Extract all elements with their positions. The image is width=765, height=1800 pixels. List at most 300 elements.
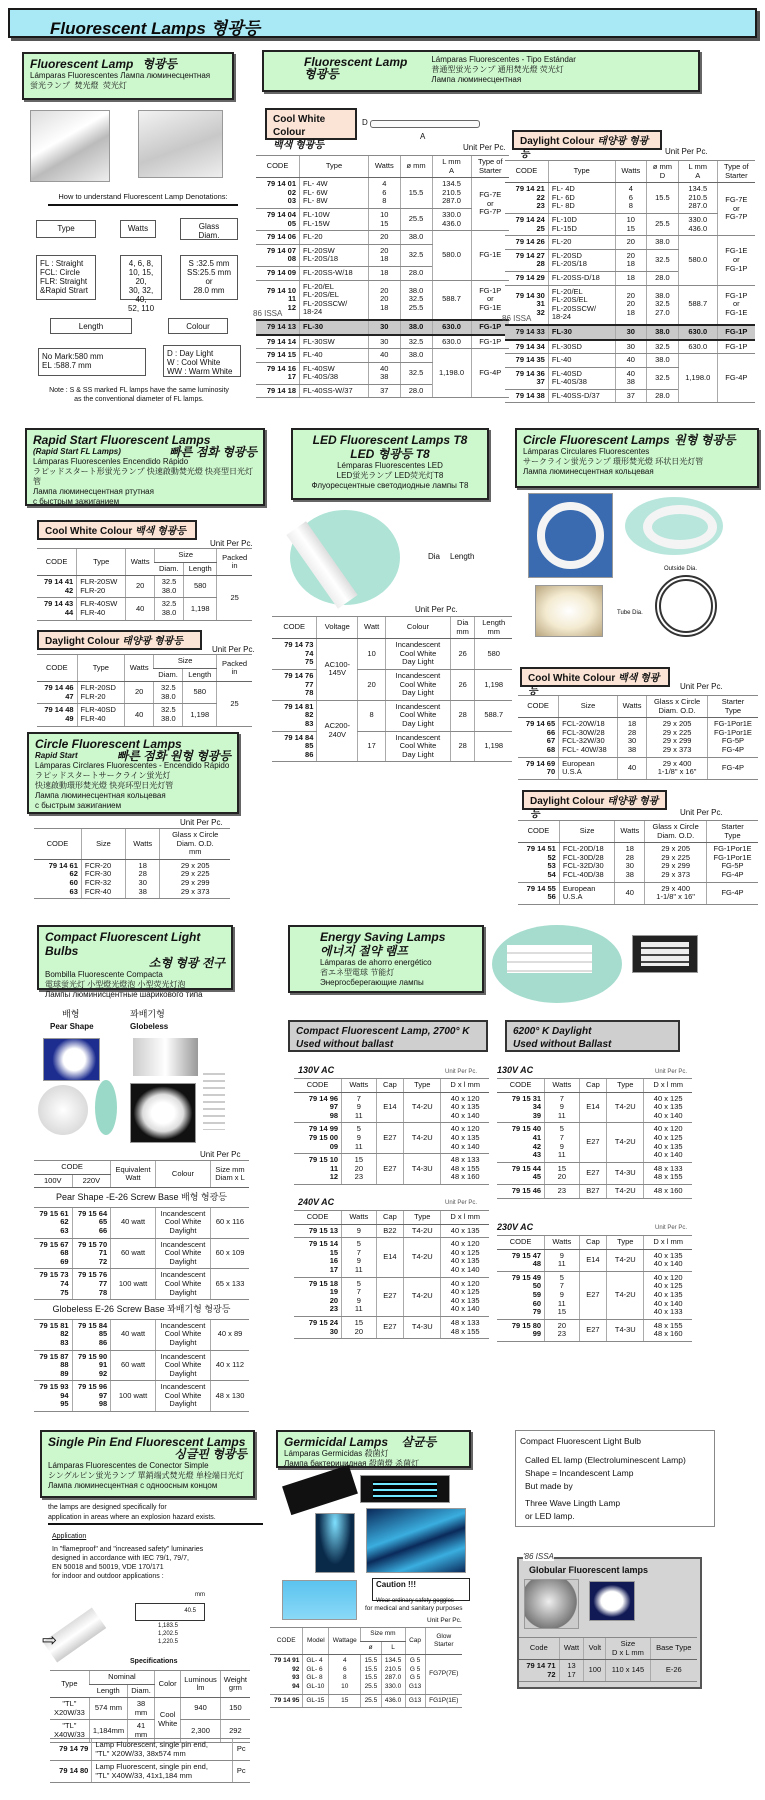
table-cell: 32.5 bbox=[400, 362, 432, 384]
table-cell: 25.5 bbox=[361, 1694, 381, 1708]
table-cell: 48 x 130 bbox=[210, 1381, 249, 1412]
table-cell: 20 bbox=[358, 669, 386, 700]
table-cell: 38.0 32.5 25.5 bbox=[400, 280, 432, 320]
unit-label: Unit Per Pc. bbox=[445, 1200, 478, 1206]
voltage-label: 130V AC bbox=[298, 1065, 335, 1075]
table-cell: FCR-20 FCR-30 FCR-32 FCR-40 bbox=[81, 859, 125, 898]
title-es: Lámparas Fluorescentes bbox=[30, 71, 119, 80]
fluorescent-tube-photo bbox=[30, 110, 110, 182]
table-row bbox=[37, 682, 252, 704]
table-row bbox=[34, 1269, 249, 1300]
table-cell: T4-2U bbox=[607, 1184, 644, 1198]
table-row bbox=[505, 340, 755, 354]
column-header: CODE bbox=[518, 821, 559, 843]
table-cell: 79 14 21 22 23 bbox=[505, 183, 548, 214]
tag-ko: 태양광 형광등 bbox=[520, 136, 649, 160]
table-cell: GL-15 bbox=[303, 1694, 329, 1708]
table-cell: FL-40 bbox=[548, 354, 615, 368]
spiral-bulb-photo bbox=[130, 1083, 196, 1143]
globular-box bbox=[517, 1552, 702, 1689]
column-header: CODE bbox=[34, 829, 81, 860]
table-cell: 1,198 bbox=[475, 731, 512, 762]
column-header: Glow Starter bbox=[425, 1628, 462, 1655]
table-cell: 29 x 400 1-1/8" x 16" bbox=[647, 757, 708, 779]
column-header: Type bbox=[607, 1236, 644, 1250]
table-cell: 40 bbox=[126, 598, 155, 620]
unit-label: Unit Per Pc. bbox=[415, 605, 458, 614]
tag-label: Cool White Colour bbox=[528, 673, 616, 684]
column-header: Length bbox=[89, 1684, 127, 1698]
column-header: Packed in bbox=[217, 549, 252, 576]
table-cell: FG-1P bbox=[471, 335, 509, 349]
tag-label: Cool White Colour bbox=[45, 526, 133, 537]
table-cell: FG-4P bbox=[707, 757, 758, 779]
table-cell: T4-2U bbox=[607, 1092, 644, 1123]
table-cell: G13 bbox=[405, 1694, 425, 1708]
title: Fluorescent Lamp bbox=[30, 57, 134, 71]
table-cell: 574 mm bbox=[89, 1698, 127, 1720]
table-cell: 79 14 81 82 83 bbox=[272, 700, 317, 731]
title: Fluorescent Lamp bbox=[304, 55, 408, 69]
table-cell: 60 watt bbox=[111, 1238, 156, 1269]
column-header: CODE bbox=[505, 161, 548, 183]
table-cell: 79 15 96 97 98 bbox=[72, 1381, 111, 1412]
box-line1: Compact Fluorescent Lamp, 2700° K bbox=[296, 1026, 470, 1037]
table-cell: 37 bbox=[615, 389, 646, 403]
table-cell: 48 x 133 48 x 155 48 x 160 bbox=[441, 1154, 489, 1185]
tag-label: Daylight Colour bbox=[45, 636, 120, 647]
table-cell: 7 9 11 bbox=[342, 1092, 377, 1123]
title-es: Lámparas Circulares Fluorescentes bbox=[523, 447, 650, 456]
table-cell: 79 14 95 bbox=[270, 1694, 303, 1708]
table-cell: 79 15 76 77 78 bbox=[72, 1269, 111, 1300]
table-cell: 79 15 84 85 86 bbox=[72, 1319, 111, 1350]
table-cell: 79 14 61 62 60 63 bbox=[34, 859, 81, 898]
germicidal-lamps-photo bbox=[366, 1508, 466, 1573]
title: Rapid Start Fluorescent Lamps bbox=[33, 433, 211, 447]
header-row bbox=[37, 549, 252, 563]
cool-white-tag bbox=[37, 520, 197, 540]
table-cell: 38.0 bbox=[647, 325, 679, 340]
germicidal-table bbox=[270, 1627, 462, 1708]
table-cell: 79 14 24 25 bbox=[505, 213, 548, 235]
table-cell: 79 14 07 08 bbox=[256, 244, 300, 266]
table-row bbox=[34, 1238, 249, 1269]
table-cell: GL- 4 GL- 6 GL- 8 GL-10 bbox=[303, 1655, 329, 1694]
tube-dimension-drawing bbox=[370, 120, 480, 128]
table-cell: 38.0 bbox=[400, 349, 432, 363]
table-cell: 79 14 43 44 bbox=[37, 598, 77, 620]
table-row bbox=[497, 1249, 692, 1271]
table-cell: 630.0 bbox=[432, 335, 471, 349]
table-row bbox=[34, 1381, 249, 1412]
table-row bbox=[505, 183, 755, 214]
table-cell: FL-10D FL-15D bbox=[548, 213, 615, 235]
table-cell: 65 x 133 bbox=[210, 1269, 249, 1300]
issa-note: 86 ISSA bbox=[502, 314, 532, 323]
column-header: Wattage bbox=[329, 1628, 361, 1655]
column-header: Watt bbox=[559, 1638, 584, 1660]
table-cell: "TL" X40W/33 bbox=[50, 1720, 89, 1742]
column-header: D x l mm bbox=[441, 1211, 489, 1225]
rapid-daylight-table bbox=[37, 654, 252, 727]
voltage-label: 240V AC bbox=[298, 1197, 335, 1207]
table-cell: 40 x 120 40 x 125 40 x 135 40 x 140 40 x 133 bbox=[644, 1271, 692, 1319]
title-ko: LED 형광등 T8 bbox=[350, 447, 430, 461]
table-row bbox=[272, 700, 512, 731]
table-cell: T4-3U bbox=[607, 1319, 644, 1341]
title-ru: Флуоресцентные светодиодные лампы T8 bbox=[311, 481, 469, 490]
energy-230v-table bbox=[497, 1235, 692, 1342]
header-row bbox=[272, 617, 512, 639]
title-ru: Лампа люминесцентная с одноосным концом bbox=[48, 1481, 218, 1490]
table-cell: G 5 G 5 G 5 G13 bbox=[405, 1655, 425, 1694]
application-heading: Application bbox=[52, 1533, 87, 1540]
table-cell: FG-4P bbox=[471, 349, 509, 398]
rapid-cool-white-table bbox=[37, 548, 252, 621]
table-cell: FL- 4D FL- 6D FL- 8D bbox=[548, 183, 615, 214]
table-cell: FG-7E or FG-7P bbox=[717, 183, 755, 236]
page-banner bbox=[8, 8, 757, 38]
table-cell: 292 bbox=[220, 1720, 250, 1742]
table-cell: 32.5 bbox=[647, 367, 679, 389]
table-row bbox=[272, 731, 512, 762]
pear-bulb-photo bbox=[43, 1038, 100, 1081]
table-cell: 79 15 61 62 63 bbox=[34, 1207, 72, 1238]
table-cell: Cool White bbox=[155, 1698, 181, 1742]
column-header: Watts bbox=[126, 829, 160, 860]
column-header: Diam. bbox=[155, 562, 184, 576]
column-header: Watts bbox=[342, 1211, 377, 1225]
table-cell: 4 6 8 bbox=[369, 178, 401, 209]
table-cell: 25.5 bbox=[400, 208, 432, 230]
table-cell: 2,300 bbox=[181, 1720, 221, 1742]
note-line: But made by bbox=[525, 1481, 573, 1491]
globular-title: Globular Fluorescent lamps bbox=[529, 1565, 649, 1575]
column-header: Size mm bbox=[361, 1628, 405, 1642]
box-line1: 6200° K Daylight bbox=[513, 1026, 592, 1037]
table-cell: 79 14 99 79 15 00 09 bbox=[294, 1123, 342, 1154]
column-header: Type bbox=[548, 161, 615, 183]
table-cell: 10 bbox=[358, 639, 386, 670]
title: Germicidal Lamps bbox=[284, 1435, 389, 1449]
colour-label: Colour bbox=[168, 318, 228, 334]
column-header: CODE bbox=[294, 1079, 342, 1093]
table-cell: 79 15 10 11 12 bbox=[294, 1154, 342, 1185]
table-cell: FL-40SS-W/37 bbox=[300, 384, 369, 398]
header-row bbox=[34, 1161, 249, 1175]
table-cell: 30 bbox=[369, 335, 401, 349]
table-cell: 48 x 133 48 x 155 bbox=[644, 1162, 692, 1184]
table-cell: Pear Shape -E-26 Screw Base 배형 형광등 bbox=[34, 1188, 249, 1208]
table-cell: T4-3U bbox=[404, 1154, 441, 1185]
table-cell: Lamp Fluorescent, single pin end, "TL" X20W/33, 38x574 mm bbox=[92, 1739, 232, 1761]
table-cell: 10 15 bbox=[369, 208, 401, 230]
column-header: Type bbox=[404, 1079, 441, 1093]
table-cell: 40 x 125 40 x 135 40 x 140 bbox=[644, 1092, 692, 1123]
table-cell: 26 bbox=[450, 669, 475, 700]
column-header: Cap bbox=[376, 1211, 404, 1225]
title-ko: 형광등 bbox=[304, 67, 339, 81]
note-line: Shape = Incandescent Lamp bbox=[525, 1468, 634, 1478]
column-header: Cap bbox=[405, 1628, 425, 1655]
table-row bbox=[34, 1319, 249, 1350]
energy-130v-table bbox=[294, 1078, 489, 1185]
table-cell: FG-1Por1E FG-1Por1E FG-5P FG-4P bbox=[707, 718, 758, 757]
column-header: Type of Starter bbox=[717, 161, 755, 183]
compact-bulbs-header bbox=[37, 925, 233, 999]
table-cell: 79 14 36 37 bbox=[505, 367, 548, 389]
table-row bbox=[34, 1207, 249, 1238]
title-ru: Лампа люминесцентная кольцевая bbox=[523, 467, 654, 476]
table-cell: 1,198.0 bbox=[678, 354, 717, 403]
table-cell: Incandescent Cool White Day Light bbox=[386, 700, 451, 731]
table-cell: 436.0 bbox=[381, 1694, 405, 1708]
type-label: Type bbox=[36, 220, 96, 238]
table-cell: FG1P(1E) bbox=[425, 1694, 462, 1708]
table-cell: 79 15 81 82 83 bbox=[34, 1319, 72, 1350]
table-cell: 18 28 30 38 bbox=[615, 843, 645, 882]
table-cell: 79 14 27 28 bbox=[505, 249, 548, 271]
table-cell: FL-30 bbox=[548, 325, 615, 340]
energy-240v-table bbox=[294, 1210, 489, 1339]
table-cell: 40 x 120 40 x 125 40 x 135 40 x 140 bbox=[644, 1123, 692, 1162]
table-cell: 79 14 01 02 03 bbox=[256, 178, 300, 209]
globular-bulb-photo bbox=[524, 1579, 579, 1629]
column-header: CODE bbox=[256, 156, 300, 178]
table-cell: FG-1E bbox=[471, 231, 509, 280]
title-ru: Лампа люминесцентная ртутная с быстрым зажиганием bbox=[33, 487, 154, 506]
tag-label: Daylight Colour bbox=[520, 136, 595, 147]
column-header: ø mm bbox=[400, 156, 432, 178]
daylight-tag bbox=[37, 630, 202, 650]
table-cell: 79 15 64 65 66 bbox=[72, 1207, 111, 1238]
table-cell: 940 bbox=[181, 1698, 221, 1720]
table-cell: 79 14 76 77 78 bbox=[272, 669, 317, 700]
table-row bbox=[270, 1655, 462, 1694]
table-cell: 79 15 31 34 39 bbox=[497, 1092, 545, 1123]
column-header: Cap bbox=[376, 1079, 404, 1093]
column-header: Size bbox=[81, 829, 125, 860]
table-cell: 79 15 14 15 16 17 bbox=[294, 1238, 342, 1277]
table-cell: 40 x 120 40 x 135 40 x 140 bbox=[441, 1123, 489, 1154]
table-row bbox=[497, 1092, 692, 1123]
column-header: Watts bbox=[369, 156, 401, 178]
column-header: Dia mm bbox=[450, 617, 475, 639]
table-cell: 1,198 bbox=[183, 704, 217, 726]
table-cell: 79 14 26 bbox=[505, 236, 548, 250]
header-row bbox=[50, 1671, 250, 1685]
section-caption-row bbox=[34, 1300, 249, 1320]
title: Compact Fluorescent Light Bulbs bbox=[45, 930, 201, 958]
table-cell: FL-20/EL FL-20S/EL FL-20SSCW/ 18-24 bbox=[300, 280, 369, 320]
column-header: Watts bbox=[125, 655, 154, 682]
table-cell: 40 x 112 bbox=[210, 1350, 249, 1381]
title-es: Lámparas Germicidas 殺菌灯 bbox=[284, 1449, 389, 1458]
table-cell: 580 bbox=[183, 682, 217, 704]
table-cell: FG-1Por1E FG-1Por1E FG-5P FG-4P bbox=[706, 843, 758, 882]
title-ru: Лампа люминесцентная bbox=[431, 75, 522, 84]
daylight-table bbox=[505, 160, 755, 403]
table-row bbox=[37, 576, 252, 598]
unit-label: Unit Per Pc. bbox=[655, 1225, 688, 1231]
table-cell: 79 15 80 99 bbox=[497, 1319, 545, 1341]
table-cell: 1,198 bbox=[184, 598, 217, 620]
dim-unit: mm bbox=[195, 1592, 205, 1598]
table-cell: 8 bbox=[358, 700, 386, 731]
table-cell: 18 28 30 38 bbox=[617, 718, 646, 757]
table-cell: 580 bbox=[184, 576, 217, 598]
column-header: Watts bbox=[615, 821, 645, 843]
table-row bbox=[34, 859, 230, 898]
column-header: Watts bbox=[126, 549, 155, 576]
table-cell: 29 x 205 29 x 225 29 x 299 29 x 373 bbox=[647, 718, 708, 757]
table-row bbox=[272, 639, 512, 670]
table-cell: Incandescent Cool White Daylight bbox=[155, 1207, 210, 1238]
title-jp: サークライン蛍光ランプ 環形焚光燈 环状日光灯管 bbox=[523, 457, 704, 466]
table-cell: "TL" X20W/33 bbox=[50, 1698, 89, 1720]
dim-length-2: 1,202.5 bbox=[158, 1631, 179, 1637]
germicidal-header bbox=[276, 1430, 471, 1468]
table-cell: Incandescent Cool White Day Light bbox=[386, 639, 451, 670]
column-header: Glass x Circle Diam. O.D. mm bbox=[160, 829, 230, 860]
table-cell: 32.5 bbox=[647, 249, 679, 271]
unit-label: Unit Per Pc. bbox=[212, 645, 255, 654]
column-header: Watt bbox=[358, 617, 386, 639]
table-cell: T4-2U bbox=[404, 1092, 441, 1123]
table-cell: 79 14 51 52 53 54 bbox=[518, 843, 559, 882]
title-jp: 電球蛍光灯 小型燈光燈泡 小型荧光灯泡 bbox=[45, 980, 186, 989]
column-header: D x l mm bbox=[644, 1236, 692, 1250]
dim-d-label: D bbox=[362, 118, 368, 127]
unit-label: Unit Per Pc. bbox=[427, 1617, 462, 1624]
header-row bbox=[497, 1079, 692, 1093]
table-cell: 28 bbox=[450, 700, 475, 731]
table-cell: 30 bbox=[615, 325, 646, 340]
table-cell: FCL-20W/18 FCL-30W/28 FCL-32W/30 FCL- 40W/38 bbox=[559, 718, 618, 757]
table-cell: T4-2U bbox=[404, 1277, 441, 1316]
tag-label: Daylight Colour bbox=[530, 796, 605, 807]
table-row bbox=[294, 1316, 489, 1338]
title-ru: Лампа люминесцентная bbox=[120, 71, 211, 80]
table-cell: European U.S.A bbox=[559, 757, 618, 779]
table-cell: 40 38 bbox=[615, 367, 646, 389]
table-cell: 79 15 73 74 75 bbox=[34, 1269, 72, 1300]
fluorescent-lamp-standard-header bbox=[262, 50, 700, 92]
table-cell: 40 bbox=[617, 757, 646, 779]
table-cell: 79 15 93 94 95 bbox=[34, 1381, 72, 1412]
column-header: D x l mm bbox=[441, 1079, 489, 1093]
table-cell: B22 bbox=[376, 1224, 404, 1238]
rapid-start-header bbox=[25, 428, 265, 506]
single-pin-dimension-drawing bbox=[135, 1603, 205, 1621]
column-header: Volt bbox=[584, 1638, 606, 1660]
column-header: Equivalent Watt bbox=[111, 1161, 156, 1188]
table-cell: 330.0 436.0 bbox=[432, 208, 471, 230]
cool-white-table bbox=[256, 155, 509, 398]
column-header: Watts bbox=[617, 696, 646, 718]
table-cell: 79 14 35 bbox=[505, 354, 548, 368]
single-pin-intro: the lamps are designed specifically for application in areas where an explosion hazard exists. bbox=[48, 1503, 263, 1525]
table-cell: 40 x 120 40 x 125 40 x 135 40 x 140 bbox=[441, 1238, 489, 1277]
table-cell: 79 14 71 72 bbox=[519, 1660, 559, 1682]
title-ko: 싱글핀 형광등 bbox=[174, 1447, 247, 1461]
table-row bbox=[294, 1123, 489, 1154]
unit-label: Unit Per Pc. bbox=[210, 539, 253, 548]
table-cell: 38.0 bbox=[647, 354, 679, 368]
how-to-heading: How to understand Fluorescent Lamp Denotations: bbox=[48, 192, 238, 206]
column-header: CODE bbox=[497, 1079, 545, 1093]
tag-label: Cool White Colour bbox=[273, 114, 326, 138]
glass-diam-values: S :32.5 mm SS:25.5 mm or 28.0 mm bbox=[180, 255, 238, 300]
table-cell: 5 7 9 11 15 bbox=[545, 1271, 580, 1319]
title: Circle Fluorescent Lamps bbox=[523, 433, 670, 447]
circle-lamp-3d-photo bbox=[625, 497, 723, 555]
column-header: Length bbox=[184, 562, 217, 576]
table-cell: 41 mm bbox=[128, 1720, 155, 1742]
table-row bbox=[518, 843, 758, 882]
table-row bbox=[256, 178, 509, 209]
column-header: Type of Starter bbox=[471, 156, 509, 178]
table-cell: 40 bbox=[125, 704, 154, 726]
table-cell: 79 14 34 bbox=[505, 340, 548, 354]
table-row bbox=[497, 1271, 692, 1319]
cool-white-tag bbox=[265, 108, 357, 151]
table-cell: 1,184mm bbox=[89, 1720, 127, 1742]
unit-label: Unit Per Pc. bbox=[445, 1069, 478, 1075]
table-cell: FG-4P bbox=[717, 354, 755, 403]
single-pin-header bbox=[40, 1430, 255, 1498]
table-row bbox=[294, 1224, 489, 1238]
application-text: In "flameproof" and "increased safety" luminaries designed in accordance with IEC 79/1, 79/7, EN 50018 and 50019, VDE 170/171 for indoor and outdoor applications : bbox=[52, 1546, 204, 1580]
table-cell: 28.0 bbox=[400, 384, 432, 398]
table-cell: 580 bbox=[475, 639, 512, 670]
table-cell: T4-3U bbox=[607, 1162, 644, 1184]
table-cell: Pc bbox=[232, 1761, 250, 1783]
table-cell: 79 14 33 bbox=[505, 325, 548, 340]
table-cell: 79 14 69 70 bbox=[518, 757, 559, 779]
table-cell: T4-2U bbox=[607, 1249, 644, 1271]
cool-white-tag bbox=[520, 667, 670, 697]
table-cell: 40 watt bbox=[111, 1207, 156, 1238]
note: Note : S & SS marked FL lamps have the same luminosity as the conventional diameter of FL lamps. bbox=[49, 387, 229, 403]
column-header: D x l mm bbox=[644, 1079, 692, 1093]
column-header: Watts bbox=[545, 1079, 580, 1093]
table-cell: 9 bbox=[342, 1224, 377, 1238]
table-cell: 79 14 06 bbox=[256, 231, 300, 245]
table-cell: 79 15 44 45 bbox=[497, 1162, 545, 1184]
single-pin-codes-table bbox=[50, 1738, 250, 1783]
table-cell: E27 bbox=[579, 1319, 607, 1341]
table-cell: 5 7 9 11 bbox=[342, 1238, 377, 1277]
table-cell: FG-1P or FG-1E bbox=[471, 280, 509, 320]
header-row bbox=[505, 161, 755, 183]
table-cell: FG-4P bbox=[706, 882, 758, 904]
column-header: CODE bbox=[37, 549, 77, 576]
tag-ko: 백색 형광등 bbox=[273, 140, 325, 151]
column-header: ø bbox=[361, 1641, 381, 1655]
table-cell: Incandescent Cool White Daylight bbox=[155, 1238, 210, 1269]
table-cell: Incandescent Cool White Day Light bbox=[386, 731, 451, 762]
table-cell: 32.5 38.0 bbox=[154, 704, 183, 726]
section-caption-row bbox=[34, 1188, 249, 1208]
table-cell: T4-3U bbox=[404, 1316, 441, 1338]
table-cell: 79 14 48 49 bbox=[37, 704, 77, 726]
table-cell: 4 6 8 10 bbox=[329, 1655, 361, 1694]
table-cell: 32.5 38.0 bbox=[155, 598, 184, 620]
table-cell: 32.5 bbox=[400, 335, 432, 349]
table-cell: 18 bbox=[615, 271, 646, 285]
